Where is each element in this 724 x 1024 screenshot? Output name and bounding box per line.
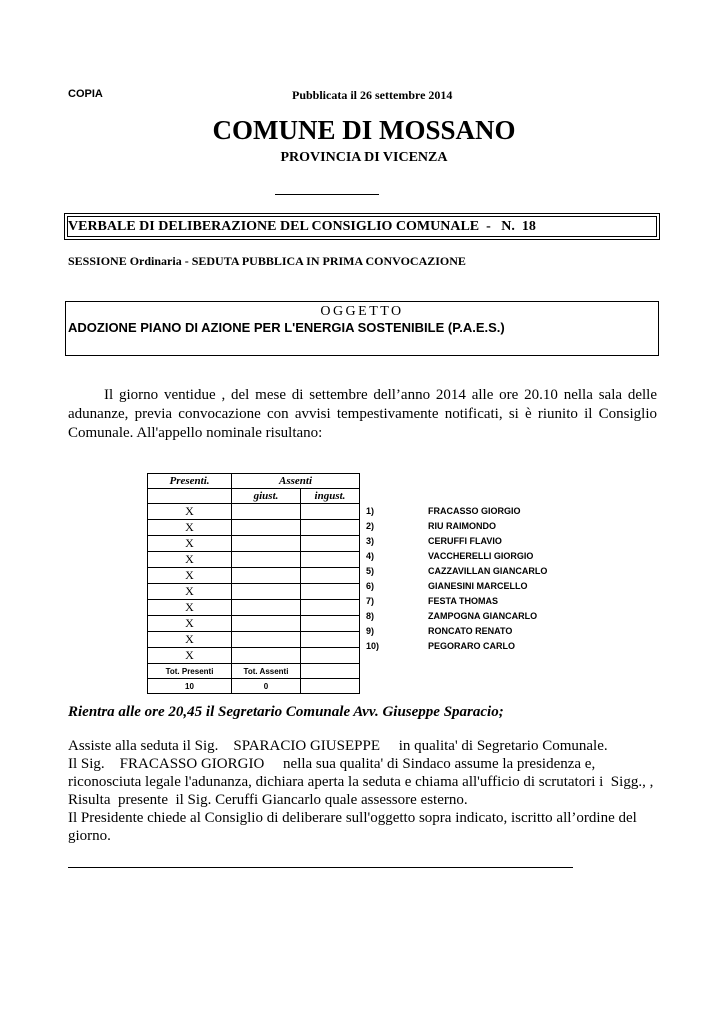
minutes-line: Il Presidente chiede al Consiglio di deliberare sull'oggetto sopra indicato, iscritto all’ordine del: [68, 810, 637, 826]
tot-assenti-label: Tot. Assenti: [232, 664, 301, 679]
opening-paragraph-text: Il giorno ventidue , del mese di settembre dell’anno 2014 alle ore 20.10 nella sala delle adunanze, previa convocazione con avvisi tempestivamente notificati, si è riunito il Consiglio Comunale. All'appello nominale risultano:: [68, 387, 657, 441]
absent-justified-cell: [232, 648, 301, 664]
present-mark: X: [148, 536, 232, 552]
member-number: 9): [366, 626, 375, 636]
absent-unjustified-cell: [301, 584, 360, 600]
absent-justified-cell: [232, 584, 301, 600]
member-number: 6): [366, 581, 375, 591]
member-name: VACCHERELLI GIORGIO: [428, 551, 534, 561]
member-number: 8): [366, 611, 375, 621]
secretary-return-note: Rientra alle ore 20,45 il Segretario Comunale Avv. Giuseppe Sparacio;: [68, 704, 504, 720]
absent-unjustified-cell: [301, 552, 360, 568]
present-mark: X: [148, 520, 232, 536]
attendance-row: [148, 632, 360, 648]
present-mark: X: [148, 584, 232, 600]
absent-unjustified-cell: [301, 632, 360, 648]
absent-justified-cell: [232, 600, 301, 616]
footer-divider: [68, 867, 573, 868]
absent-justified-cell: [232, 520, 301, 536]
member-number: 2): [366, 521, 375, 531]
tot-assenti-value: 0: [232, 679, 301, 694]
member-number: 10): [366, 641, 380, 651]
attendance-row: [148, 584, 360, 600]
minutes-body: [68, 737, 668, 845]
attendance-row: [148, 616, 360, 632]
present-mark: X: [148, 616, 232, 632]
absent-justified-cell: [232, 616, 301, 632]
absent-unjustified-cell: [301, 520, 360, 536]
member-name: RIU RAIMONDO: [428, 521, 496, 531]
member-number: 4): [366, 551, 375, 561]
member-name: GIANESINI MARCELLO: [428, 581, 528, 591]
province-subtitle: PROVINCIA DI VICENZA: [280, 150, 448, 165]
verbale-title: VERBALE DI DELIBERAZIONE DEL CONSIGLIO COMUNALE - N. 18: [68, 219, 536, 234]
attendance-row: [148, 520, 360, 536]
absent-justified-cell: [232, 552, 301, 568]
header-assenti: Assenti: [232, 474, 360, 489]
attendance-table: [147, 473, 360, 694]
present-mark: X: [148, 552, 232, 568]
attendance-row: [148, 648, 360, 664]
tot-presenti-label: Tot. Presenti: [148, 664, 232, 679]
header-presenti: Presenti.: [148, 474, 232, 489]
present-mark: X: [148, 632, 232, 648]
member-number: 1): [366, 506, 375, 516]
absent-unjustified-cell: [301, 504, 360, 520]
absent-unjustified-cell: [301, 600, 360, 616]
header-giust: giust.: [232, 489, 301, 504]
minutes-line: riconosciuta legale l'adunanza, dichiara aperta la seduta e chiama all'ufficio di scrutatori i Sigg., ,: [68, 774, 654, 790]
member-number: 5): [366, 566, 375, 576]
absent-unjustified-cell: [301, 616, 360, 632]
absent-unjustified-cell: [301, 536, 360, 552]
absent-justified-cell: [232, 568, 301, 584]
present-mark: X: [148, 600, 232, 616]
subject-text: ADOZIONE PIANO DI AZIONE PER L'ENERGIA SOSTENIBILE (P.A.E.S.): [68, 320, 505, 335]
opening-paragraph: [68, 386, 657, 443]
municipality-title: COMUNE DI MOSSANO: [212, 115, 516, 145]
attendance-row: [148, 504, 360, 520]
member-number: 3): [366, 536, 375, 546]
absent-unjustified-cell: [301, 568, 360, 584]
member-name: PEGORARO CARLO: [428, 641, 516, 651]
subject-label: OGGETTO: [320, 304, 404, 319]
member-name: FRACASSO GIORGIO: [428, 506, 521, 516]
present-mark: X: [148, 568, 232, 584]
member-name: FESTA THOMAS: [428, 596, 498, 606]
absent-justified-cell: [232, 504, 301, 520]
attendance-row: [148, 568, 360, 584]
member-name: CAZZAVILLAN GIANCARLO: [428, 566, 548, 576]
header-ingiust: ingust.: [301, 489, 360, 504]
absent-justified-cell: [232, 536, 301, 552]
header-divider: [275, 194, 379, 195]
present-mark: X: [148, 504, 232, 520]
attendance-row: [148, 600, 360, 616]
attendance-row: [148, 536, 360, 552]
member-number: 7): [366, 596, 375, 606]
session-line: SESSIONE Ordinaria - SEDUTA PUBBLICA IN PRIMA CONVOCAZIONE: [68, 254, 466, 268]
absent-unjustified-cell: [301, 648, 360, 664]
member-name: RONCATO RENATO: [428, 626, 513, 636]
minutes-line: Risulta presente il Sig. Ceruffi Giancarlo quale assessore esterno.: [68, 792, 468, 808]
minutes-line: Assiste alla seduta il Sig. SPARACIO GIUSEPPE in qualita' di Segretario Comunale.: [68, 738, 608, 754]
minutes-line: Il Sig. FRACASSO GIORGIO nella sua qualita' di Sindaco assume la presidenza e,: [68, 756, 596, 772]
present-mark: X: [148, 648, 232, 664]
tot-presenti-value: 10: [148, 679, 232, 694]
attendance-row: [148, 552, 360, 568]
absent-justified-cell: [232, 632, 301, 648]
member-name: CERUFFI FLAVIO: [428, 536, 502, 546]
copy-label: COPIA: [68, 88, 103, 100]
member-name: ZAMPOGNA GIANCARLO: [428, 611, 538, 621]
publication-date: Pubblicata il 26 settembre 2014: [292, 88, 453, 102]
minutes-line: giorno.: [68, 828, 111, 844]
